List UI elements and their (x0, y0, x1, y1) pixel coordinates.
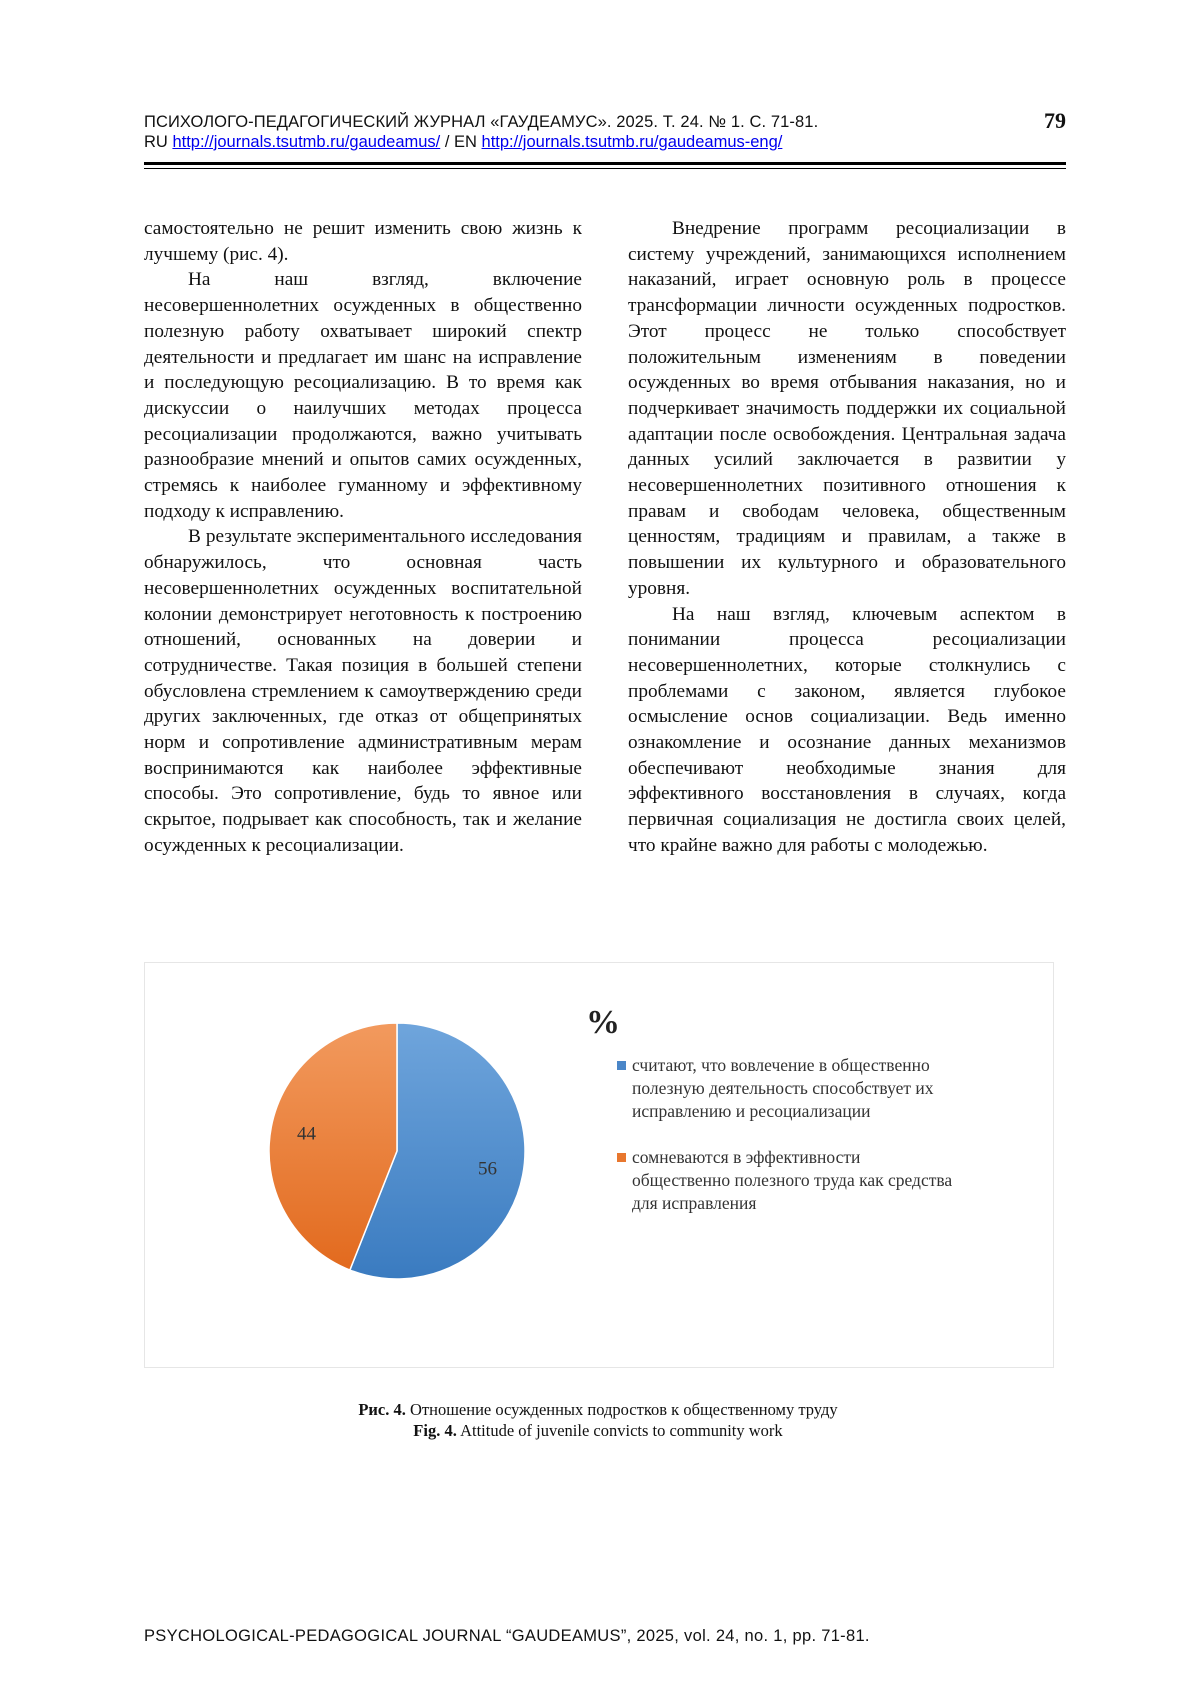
legend-label: исправлению и ресоциализации (632, 1101, 871, 1121)
caption-ru-label: Рис. 4. (358, 1400, 406, 1419)
paragraph: В результате экспериментального исследования обнаружилось, что основная часть несовершеннолетних осужденных воспитательной колонии демонстрирует неготовность к построению отношений, основанных на доверии и сотрудничестве. Такая позиция в большей степени обусловлена стремлением к самоутверждению среди других заключенных, где отказ от общепринятых норм и сопротивление административным мерам воспринимаются как наиболее эффективные способы. Это сопротивление, будь то явное или скрытое, подрывает как способность, так и желание осужденных к ресоциализации. (144, 526, 582, 856)
en-journal-link[interactable]: http://journals.tsutmb.ru/gaudeamus-eng/ (481, 133, 783, 151)
paragraph: Внедрение программ ресоциализации в систему учреждений, занимающихся исполнением наказаний, играет основную роль в процессе трансформации личности осужденных подростков. Этот процесс не только способствует положительным изменениям в поведении осужденных во время отбывания наказания, но и подчеркивает значимость поддержки их социальной адаптации после освобождения. Центральная задача данных усилий заключается в развитии у несовершеннолетних позитивного отношения к правам и свободам человека, общественным ценностям, традициям и правилам, а также в повышении их культурного и образовательного уровня. (628, 218, 1066, 599)
caption-ru (144, 1399, 1052, 1420)
en-separator: / EN (444, 133, 477, 151)
pie-data-label: 56 (478, 1158, 498, 1180)
right-column (628, 216, 1066, 859)
running-header (144, 108, 1066, 152)
caption-ru-text: Отношение осужденных подростков к общественному труду (410, 1400, 838, 1419)
legend-label: общественно полезного труда как средства (632, 1170, 953, 1190)
figure-caption (144, 1399, 1052, 1441)
legend-swatch (617, 1061, 626, 1070)
ru-prefix: RU (144, 133, 168, 151)
legend-label: сомневаются в эффективности (632, 1147, 861, 1167)
legend-swatch (617, 1153, 626, 1162)
legend-label: для исправления (632, 1193, 757, 1213)
journal-citation: ПСИХОЛОГО-ПЕДАГОГИЧЕСКИЙ ЖУРНАЛ «ГАУДЕАМУС». 2025. Т. 24. № 1. С. 71-81. (144, 113, 819, 131)
caption-en-label: Fig. 4. (413, 1421, 457, 1440)
figure-4-chart (144, 962, 1054, 1368)
legend-label: полезную деятельность способствует их (632, 1078, 934, 1098)
pie-data-label: 44 (296, 1123, 316, 1145)
ru-journal-link[interactable]: http://journals.tsutmb.ru/gaudeamus/ (172, 133, 441, 151)
paragraph: На наш взгляд, включение несовершеннолетних осужденных в общественно полезную работу охватывает широкий спектр деятельности и предлагает им шанс на исправление и последующую ресоциализацию. В то время как дискуссии о наилучших методах процесса ресоциализации продолжаются, важно учитывать разнообразие мнений и опытов самих осужденных, стремясь к наиболее гуманному и эффективному подходу к исправлению. (144, 269, 582, 522)
chart-title: % (586, 1004, 620, 1041)
paragraph: самостоятельно не решит изменить свою жизнь к лучшему (рис. 4). (144, 218, 582, 265)
header-rule (144, 162, 1066, 165)
legend-label: считают, что вовлечение в общественно (632, 1055, 930, 1075)
paragraph: На наш взгляд, ключевым аспектом в понимании процесса ресоциализации несовершеннолетних, которые столкнулись с проблемами с законом, является глубокое осмысление основ социализации. Ведь именно ознакомление и осознание данных механизмов обеспечивают необходимые знания для эффективного восстановления в случаях, когда первичная социализация не достигла своих целей, что крайне важно для работы с молодежью. (628, 603, 1066, 856)
left-column (144, 216, 582, 859)
caption-en (144, 1420, 1052, 1441)
journal-links (144, 132, 1066, 152)
running-footer: PSYCHOLOGICAL-PEDAGOGICAL JOURNAL “GAUDEAMUS”, 2025, vol. 24, no. 1, pp. 71-81. (144, 1627, 870, 1645)
caption-en-text: Attitude of juvenile convicts to community work (460, 1421, 783, 1440)
page-number: 79 (1044, 108, 1066, 133)
header-rule-thin (144, 168, 1066, 169)
pie-chart (145, 963, 1053, 1367)
